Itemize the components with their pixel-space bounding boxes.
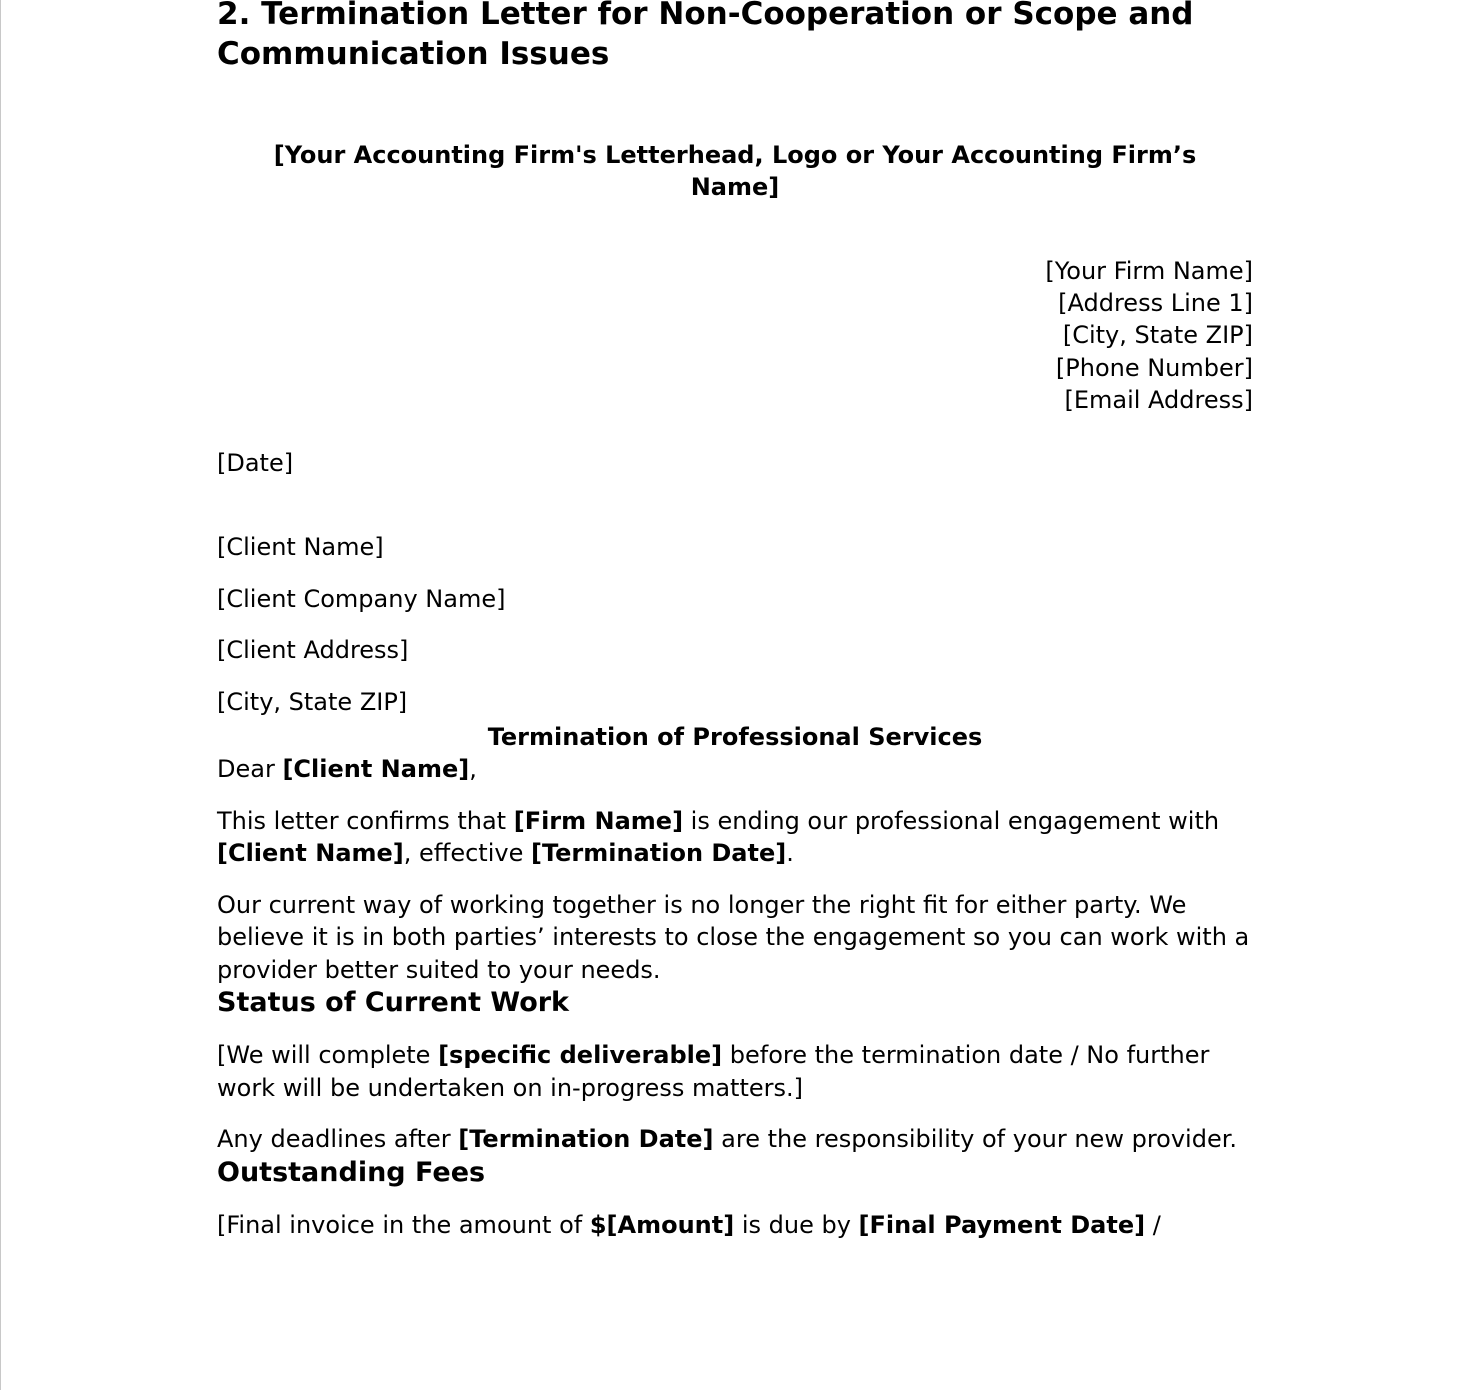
page-left-border: [0, 0, 1, 1390]
recipient-address-block: [217, 531, 1253, 737]
salutation: [217, 753, 1253, 786]
sender-firm-name: [Your Firm Name]: [1045, 257, 1253, 285]
salutation-suffix: ,: [469, 755, 477, 784]
deliverable-placeholder: [specific deliverable]: [438, 1041, 723, 1070]
sender-phone: [Phone Number]: [1055, 353, 1253, 382]
recipient-address: [Client Address]: [217, 636, 409, 665]
paragraph-text: This letter confirms that: [217, 806, 514, 835]
paragraph-confirmation: [217, 805, 1253, 870]
paragraph-text: is due by: [734, 1210, 859, 1239]
paragraph-text: /: [1145, 1210, 1161, 1239]
recipient-city-state-zip: [City, State ZIP]: [217, 687, 408, 716]
paragraph-status-work: [217, 1039, 1253, 1104]
document-page: [217, 0, 1253, 1241]
paragraph-final-invoice: [217, 1209, 1253, 1242]
amount-placeholder: $[Amount]: [589, 1210, 735, 1239]
letterhead-placeholder: [Your Accounting Firm's Letterhead, Logo or Your Accounting Firm’s Name]: [273, 141, 1197, 201]
salutation-prefix: Dear: [217, 755, 283, 784]
paragraph-text: before the termination date / No further work will be undertaken on in-progress matters.]: [217, 1041, 1210, 1102]
client-name-placeholder: [Client Name]: [217, 839, 404, 868]
sender-city-state-zip: [City, State ZIP]: [1062, 321, 1253, 350]
letter-subject: Termination of Professional Services: [487, 723, 983, 752]
recipient-client-name: [Client Name]: [217, 533, 384, 562]
termination-date-placeholder: [Termination Date]: [458, 1125, 714, 1154]
paragraph-text: .: [786, 839, 794, 868]
sender-email: [Email Address]: [1064, 385, 1253, 414]
section-heading-status: Status of Current Work: [217, 987, 570, 1019]
paragraph-deadlines: [217, 1123, 1253, 1156]
firm-name-placeholder: [Firm Name]: [513, 806, 684, 835]
letter-date: [Date]: [217, 449, 294, 478]
section-heading-fees: Outstanding Fees: [217, 1156, 486, 1188]
paragraph-reason: Our current way of working together is no longer the right fit for either party. We believe it is in both parties’ interests to close the engagement so you can work with a provider better suited to your needs.: [217, 890, 1250, 984]
paragraph-text: , effective: [403, 839, 531, 868]
paragraph-text: is ending our professional engagement with: [683, 806, 1220, 835]
paragraph-text: [We will complete: [217, 1041, 439, 1070]
recipient-company-name: [Client Company Name]: [217, 584, 506, 613]
final-payment-date-placeholder: [Final Payment Date]: [858, 1210, 1146, 1239]
paragraph-text: [Final invoice in the amount of: [217, 1210, 590, 1239]
sender-address-line1: [Address Line 1]: [1058, 289, 1253, 318]
termination-date-placeholder: [Termination Date]: [530, 839, 787, 868]
paragraph-text: are the responsibility of your new provider.: [713, 1125, 1238, 1154]
paragraph-text: Any deadlines after: [217, 1125, 459, 1154]
document-title: 2. Termination Letter for Non-Cooperation or Scope and Communication Issues: [217, 0, 1194, 72]
salutation-client-name: [Client Name]: [282, 755, 470, 784]
sender-address-block: [217, 255, 1253, 416]
